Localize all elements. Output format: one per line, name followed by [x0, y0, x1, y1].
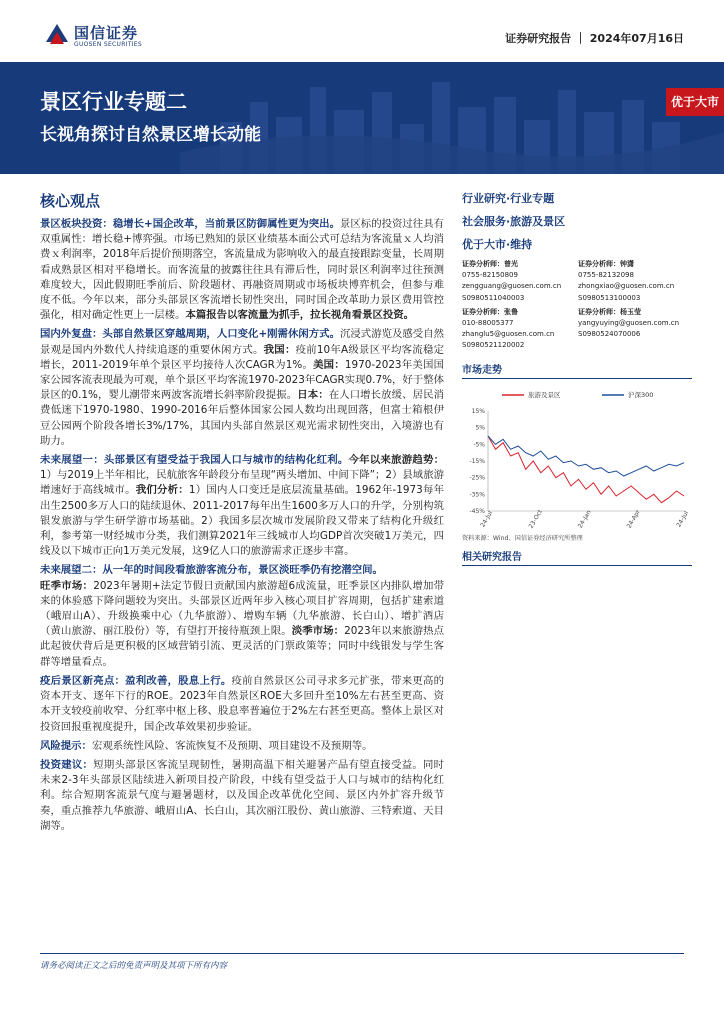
- para-sublead: 美国：: [313, 358, 345, 371]
- analyst-email[interactable]: zengguang@guosen.com.cn: [462, 282, 562, 291]
- y-tick-label: -5%: [473, 440, 485, 448]
- analyst-email[interactable]: zhongxiao@guosen.com.cn: [578, 282, 675, 291]
- para-sublead: 我们分析：: [135, 484, 189, 497]
- para-sublead: 我国：: [263, 343, 296, 356]
- city-skyline-icon: [180, 62, 724, 174]
- rating-badge: 优于大市: [666, 88, 724, 116]
- analyst-email[interactable]: yangyuying@guosen.com.cn: [578, 319, 680, 328]
- para-lead: 景区板块投资：稳增长+国企改革，当前景区防御属性更为突出。: [40, 218, 340, 230]
- para-body: 景区标的投资过往具有双重属性：增长稳+博弈强。市场已熟知的景区业绩基本面公式可总结为客流量ｘ人均消费ｘ利润率，2018年后提价预期落空，客流量成为影响收入的最直接跟踪变量，长周期看成熟景区相对平稳增长。而客流量的披露往往具有滞后性，同时景区利润率过往预测难度较大，因此假期旺季前后、阶段题材、再融资周期或市场板块博弈机会，但参与难度不低。今年以来，部分头部景区客流增长韧性突出，同时国企改革助力景区费用管控强化，相对确定性更上一层楼。: [40, 218, 444, 322]
- x-tick-label: 23-Oct: [527, 508, 544, 530]
- para-body: 2023年以来旅游热点此起彼伏背后是更积极的区域营销引流、更灵活的门票政策等；同时中线银发与学生客群等增量看点。: [40, 625, 444, 668]
- analyst-phone: 010-88005377: [462, 319, 514, 328]
- y-tick-label: -45%: [469, 507, 485, 515]
- report-subtitle: 长视角探讨自然景区增长动能: [40, 125, 261, 145]
- para-lead: 投资建议：: [40, 758, 94, 771]
- para-body: 短期头部景区客流呈现韧性，暑期高温下相关避暑产品有望直接受益。同时未来2-3年头部景区陆续进入新项目投产阶段，中线有望受益于人口与城市的结构化红利。综合短期客流景气度与避暑题材，以及国企改革优化空间、景区内外扩容升级节奏，重点推荐九华旅游、峨眉山A、长白山，其次丽江股份、黄山旅游、三特索道、天目湖等。: [40, 758, 445, 832]
- paragraph-post-epidemic: [40, 674, 444, 735]
- para-sublead: 日本：: [297, 389, 329, 402]
- para-sublead: 今年以来旅游趋势：: [348, 454, 445, 467]
- logo-text-cn: 国信证券: [74, 24, 139, 42]
- para-body: 1970-2023年美国国家公园客流表现最为可观，单个景区平均客流1970-2023年CAGR实现0.7%，好于整体景区的0.1%，婴儿潮带来两波客流增长斜率阶段提振。: [40, 358, 444, 402]
- sidebar-tag-category: 行业研究·行业专题: [462, 192, 555, 205]
- report-info: 证券研究报告 ｜ 2024年07月16日: [505, 32, 684, 45]
- x-tick-label: 24-Apr: [625, 508, 642, 530]
- para-body: 1）国内人口变迁是底层流量基础。1962年-1973每年出生2500多万人口的陆续退休、2011-2017每年出生1600多万人口的升学，分别构筑银发旅游与学生研学游市场基础。2）我国多层次城市发展阶段又带来了结构化升级红利，参考第一财经城市分类，我们测算2021年三线城市人均GDP首次突破1万美元，四线及以下城市正向1万美元发展，这9亿人口的旅游需求正逐步丰富。: [40, 484, 445, 558]
- legend-label: 沪深300: [628, 390, 654, 399]
- chart-source: 资料来源：Wind、国信证券经济研究所整理: [462, 534, 583, 542]
- core-views: [40, 190, 444, 838]
- y-tick-label: -15%: [469, 457, 485, 465]
- chart-axes: [488, 411, 684, 511]
- y-tick-label: -35%: [469, 490, 485, 498]
- guosen-logo-mark-icon: [44, 22, 70, 48]
- analyst-name: 证券分析师：张鲁: [462, 307, 518, 316]
- analyst-list: [462, 259, 692, 355]
- analyst-cert: S0980524070006: [578, 330, 641, 339]
- sidebar-tag-industry: 社会服务·旅游及景区: [462, 215, 566, 228]
- para-body: 疫前10年A级景区平均客流稳定增长，2011-2019年单个景区平均接待人次CAGR为1%。: [40, 343, 444, 371]
- sidebar: [462, 190, 692, 566]
- para-lead: 风险提示：: [40, 739, 92, 752]
- para-conclusion: 本篇报告以客流量为抓手，拉长视角看景区投资。: [185, 309, 415, 322]
- analyst-name: 证券分析师：曾光: [462, 260, 518, 268]
- para-sublead: 淡季市场：: [291, 625, 345, 638]
- analyst-cert: S0980521120002: [462, 341, 525, 350]
- para-lead: 疫后景区新亮点：盈利改善，股息上行。: [40, 674, 232, 687]
- analyst-cert: S0980511040003: [462, 293, 525, 302]
- para-sublead: 旺季市场：: [40, 579, 94, 592]
- legend-label: 旅游及景区: [528, 390, 561, 399]
- series-line: [488, 436, 684, 476]
- paragraph-investment-advice: [40, 758, 444, 834]
- footer-divider: [40, 953, 684, 954]
- analyst-name: 证券分析师：杨玉莹: [578, 307, 641, 316]
- paragraph-investment: [40, 217, 444, 323]
- market-trend-chart: [462, 383, 692, 533]
- market-trend-svg: [462, 383, 692, 533]
- page-header: [0, 0, 724, 58]
- analyst-card: [578, 259, 686, 304]
- guosen-logo: [44, 22, 174, 52]
- x-tick-label: 24-Jan: [576, 508, 593, 530]
- market-trend-title: 市场走势: [462, 361, 692, 379]
- sidebar-tag-rating: 优于大市·维持: [462, 238, 533, 251]
- para-body: 宏观系统性风险、客流恢复不及预期、项目建设不及预期等。: [91, 739, 373, 752]
- related-reports-title: 相关研究报告: [462, 548, 692, 566]
- analyst-cert: S0980513100003: [578, 293, 641, 302]
- disclaimer-footer: 请务必阅读正文之后的免责声明及其项下所有内容: [40, 961, 228, 971]
- para-lead: 国内外复盘：头部自然景区穿越周期，人口变化+刚需休闲方式。: [40, 328, 340, 341]
- paragraph-risk: [40, 739, 444, 754]
- logo-text-en: GUOSEN SECURITIES: [74, 41, 143, 48]
- para-body: 疫前自然景区公司寻求多元扩张，带来更高的资本开支、逐年下行的ROE。2023年自然景区ROE大多回升至10%左右甚至更高、资本开支较疫前收窄、分红率中枢上移、股息率普遍位于2%左右甚至更高。整体上景区对投资回报重视度提升，国企改革效果初步验证。: [40, 674, 444, 733]
- y-tick-label: 15%: [471, 407, 485, 415]
- para-body: 在人口增长放缓、居民消费低迷下1970-1980、1990-2016年后整体国家公园人数均出现回落，但富士箱根伊豆公园两个阶段各增长3%/17%，其国内头部自然景区观光需求韧性突出，入境游也有助力。: [40, 389, 444, 447]
- analyst-email[interactable]: zhanglu5@guosen.com.cn: [462, 330, 555, 339]
- y-tick-label: 5%: [475, 424, 485, 432]
- core-views-title: 核心观点: [40, 192, 101, 210]
- y-tick-label: -25%: [469, 474, 485, 482]
- x-tick-label: 24-Jul: [479, 509, 495, 529]
- report-title: 景区行业专题二: [40, 90, 187, 114]
- paragraph-review: [40, 327, 444, 449]
- analyst-phone: 0755-82150809: [462, 271, 518, 280]
- analyst-card: [462, 259, 570, 304]
- para-body: 2023年暑期+法定节假日贡献国内旅游超6成流量，旺季景区内排队增加带来的体验感下降问题较为突出。头部景区近两年步入核心项目扩容周期，包括扩建索道（峨眉山A）、升级换乘中心（九华旅游）、增购车辆（九华旅游、长白山）、增扩酒店（黄山旅游、丽江股份）等，有望打开接待瓶颈上限。: [40, 579, 444, 638]
- analyst-phone: 0755-82132098: [578, 271, 634, 280]
- para-lead: 未来展望二：从一年的时间段看旅游客流分布，景区淡旺季仍有挖潜空间。: [40, 564, 383, 577]
- paragraph-outlook-two: [40, 563, 444, 669]
- analyst-name: 证券分析师：钟潇: [578, 260, 634, 268]
- x-tick-label: 24-Jul: [675, 509, 691, 529]
- title-banner: [0, 62, 724, 174]
- analyst-card: [462, 307, 570, 352]
- para-body: 沉浸式游览及感受自然景观是国内外数代人持续追逐的重要休闲方式。: [40, 328, 444, 356]
- paragraph-outlook-one: [40, 453, 444, 559]
- para-lead: 未来展望一：头部景区有望受益于我国人口与城市的结构化红利。: [40, 454, 349, 467]
- para-body: 1）与2019上半年相比，民航旅客年龄段分布呈现“两头增加、中间下降”；2）县域旅游增速好于高线城市。: [40, 469, 444, 497]
- analyst-card: [578, 307, 686, 352]
